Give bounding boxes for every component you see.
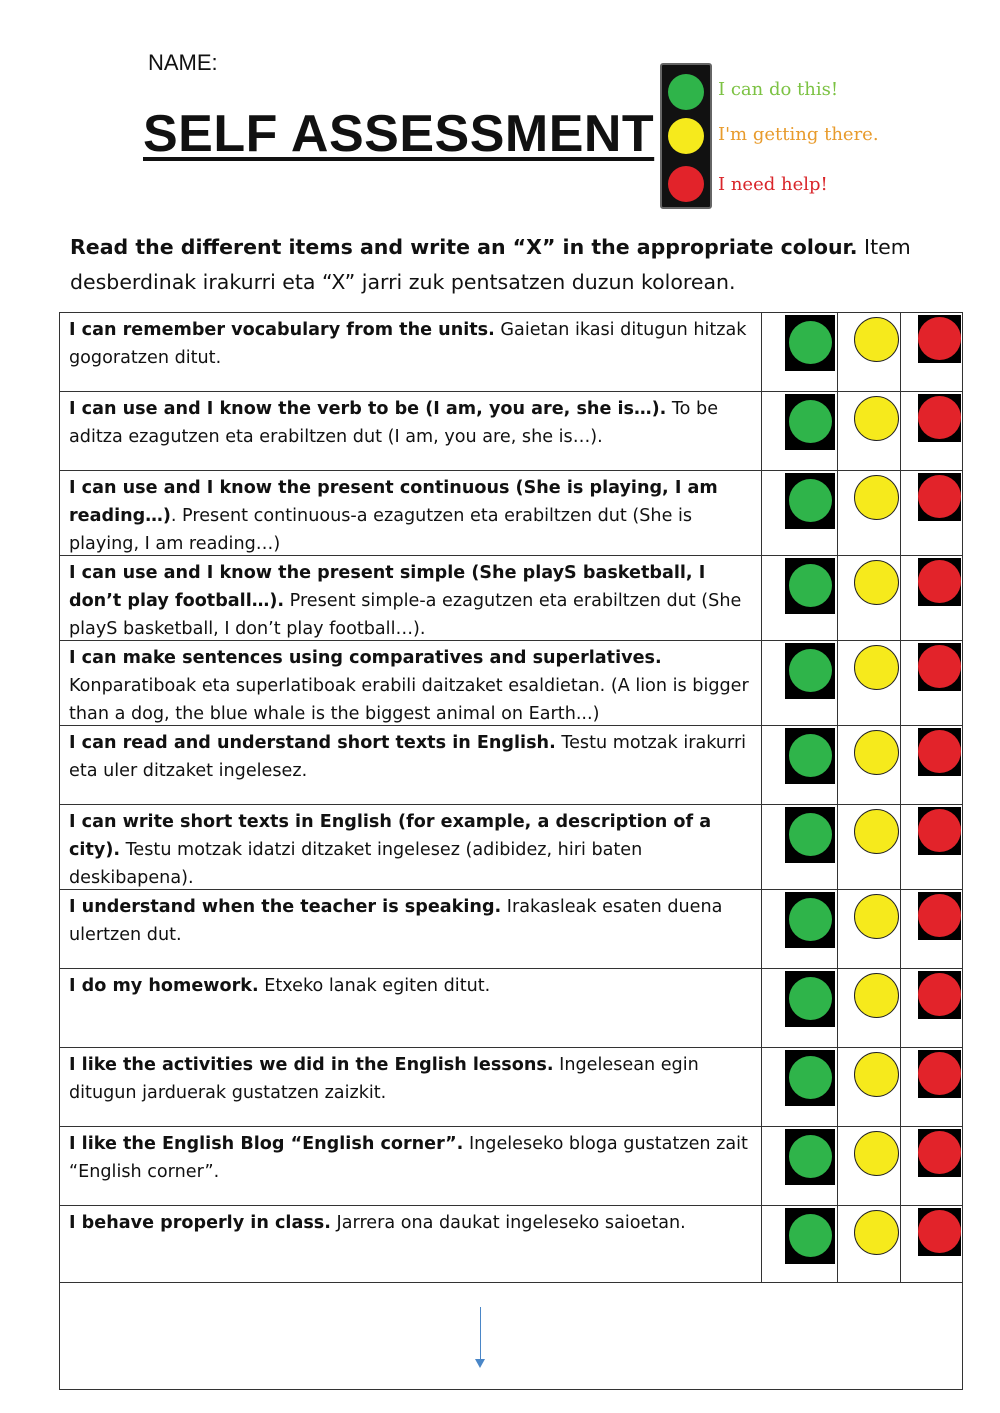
green-circle-icon <box>789 564 832 607</box>
red-circle-icon <box>918 475 961 518</box>
green-circle-icon <box>789 898 832 941</box>
green-circle-icon <box>789 1056 832 1099</box>
item-text-english: I understand when the teacher is speaking. <box>69 897 502 917</box>
legend-red: I need help! <box>718 174 828 195</box>
green-option[interactable] <box>785 807 835 863</box>
red-option[interactable] <box>918 558 961 606</box>
assessment-row <box>60 1048 962 1127</box>
assessment-row <box>60 313 962 392</box>
assessment-row <box>60 969 962 1048</box>
red-circle-icon <box>918 317 961 360</box>
arrow-down-icon <box>480 1307 481 1361</box>
green-option[interactable] <box>785 473 835 529</box>
item-text-english: I behave properly in class. <box>69 1213 331 1233</box>
red-circle-icon <box>918 645 961 688</box>
green-option[interactable] <box>785 1050 835 1106</box>
yellow-light-icon <box>668 118 704 154</box>
item-text-english: I can remember vocabulary from the units. <box>69 320 495 340</box>
yellow-option[interactable] <box>854 645 899 690</box>
yellow-option[interactable] <box>854 560 899 605</box>
assessment-row <box>60 1127 962 1206</box>
assessment-row <box>60 556 962 641</box>
red-option[interactable] <box>918 643 961 691</box>
name-label: NAME: <box>148 50 218 75</box>
green-option[interactable] <box>785 558 835 614</box>
red-circle-icon <box>918 809 961 852</box>
red-circle-icon <box>918 560 961 603</box>
red-option[interactable] <box>918 807 961 855</box>
yellow-option[interactable] <box>854 973 899 1018</box>
item-text <box>60 1127 762 1205</box>
legend-yellow: I'm getting there. <box>718 124 879 145</box>
traffic-light-icon <box>660 63 712 209</box>
item-text-basque: Testu motzak irakurri eta uler ditzaket ingelesez. <box>69 733 747 781</box>
red-option[interactable] <box>918 1129 961 1177</box>
green-option[interactable] <box>785 394 835 450</box>
red-light-icon <box>668 166 704 202</box>
red-circle-icon <box>918 894 961 937</box>
green-option[interactable] <box>785 728 835 784</box>
item-text-basque: Irakasleak esaten duena ulertzen dut. <box>69 897 723 945</box>
green-circle-icon <box>789 479 832 522</box>
green-circle-icon <box>789 1214 832 1257</box>
item-text-basque: Konparatiboak eta superlatiboak erabili daitzaket esaldietan. (A lion is bigger than a dog, the blue whale is the biggest animal on Earth...) <box>69 676 749 724</box>
item-text-english: I can use and I know the present simple (She playS basketball, I don’t play football…). <box>69 563 706 611</box>
item-text-english: I do my homework. <box>69 976 259 996</box>
item-text-basque: Testu motzak idatzi ditzaket ingelesez (adibidez, hiri baten deskibapena). <box>69 840 643 888</box>
item-text-english: I can write short texts in English (for example, a description of a city). <box>69 812 712 860</box>
red-option[interactable] <box>918 892 961 940</box>
item-text-english: I can read and understand short texts in English. <box>69 733 556 753</box>
item-text <box>60 471 762 555</box>
green-option[interactable] <box>785 971 835 1027</box>
instructions <box>70 230 950 300</box>
yellow-option[interactable] <box>854 809 899 854</box>
green-circle-icon <box>789 649 832 692</box>
yellow-option[interactable] <box>854 396 899 441</box>
green-circle-icon <box>789 400 832 443</box>
red-circle-icon <box>918 730 961 773</box>
item-text-english: I can make sentences using comparatives and superlatives. <box>69 648 662 668</box>
red-option[interactable] <box>918 1050 961 1098</box>
green-light-icon <box>668 74 704 110</box>
red-option[interactable] <box>918 315 961 363</box>
assessment-row <box>60 726 962 805</box>
yellow-option[interactable] <box>854 475 899 520</box>
assessment-row <box>60 392 962 471</box>
item-text <box>60 641 762 725</box>
green-option[interactable] <box>785 315 835 371</box>
red-circle-icon <box>918 1131 961 1174</box>
item-text <box>60 969 762 1047</box>
yellow-option[interactable] <box>854 1131 899 1176</box>
red-option[interactable] <box>918 1208 961 1256</box>
yellow-option[interactable] <box>854 730 899 775</box>
green-circle-icon <box>789 1135 832 1178</box>
yellow-option[interactable] <box>854 1052 899 1097</box>
item-text-basque: Ingelesean egin ditugun jarduerak gustatzen zaizkit. <box>69 1055 699 1103</box>
green-option[interactable] <box>785 643 835 699</box>
red-option[interactable] <box>918 473 961 521</box>
yellow-option[interactable] <box>854 317 899 362</box>
item-text-english: I can use and I know the present continuous (She is playing, I am reading…) <box>69 478 718 526</box>
item-text-english: I like the activities we did in the English lessons. <box>69 1055 554 1075</box>
green-option[interactable] <box>785 1129 835 1185</box>
arrow-head-icon <box>475 1359 485 1368</box>
red-circle-icon <box>918 396 961 439</box>
item-text-basque: Ingeleseko bloga gustatzen zait “English corner”. <box>69 1134 748 1182</box>
item-text <box>60 313 762 391</box>
item-text-english: I like the English Blog “English corner”. <box>69 1134 464 1154</box>
answer-area[interactable] <box>60 1283 962 1389</box>
item-text <box>60 805 762 889</box>
green-option[interactable] <box>785 1208 835 1264</box>
red-circle-icon <box>918 1210 961 1253</box>
item-text <box>60 1206 762 1282</box>
red-circle-icon <box>918 1052 961 1095</box>
legend-green: I can do this! <box>718 79 839 100</box>
item-text-basque: Present simple-a ezagutzen eta erabiltzen dut (She playS basketball, I don’t play football…). <box>69 591 742 639</box>
instructions-bold: Read the different items and write an “X” in the appropriate colour. <box>70 235 858 259</box>
green-option[interactable] <box>785 892 835 948</box>
yellow-option[interactable] <box>854 1210 899 1255</box>
green-circle-icon <box>789 813 832 856</box>
green-circle-icon <box>789 321 832 364</box>
item-text <box>60 392 762 470</box>
item-text-basque: To be aditza ezagutzen eta erabiltzen dut (I am, you are, she is…). <box>69 399 719 447</box>
assessment-row <box>60 1206 962 1283</box>
red-option[interactable] <box>918 971 961 1019</box>
item-text <box>60 556 762 640</box>
instructions-normal: Item desberdinak irakurri eta “X” jarri zuk pentsatzen duzun kolorean. <box>70 235 911 294</box>
assessment-row <box>60 890 962 969</box>
red-option[interactable] <box>918 394 961 442</box>
assessment-row <box>60 471 962 556</box>
yellow-option[interactable] <box>854 894 899 939</box>
item-text-basque: . Present continuous-a ezagutzen eta erabiltzen dut (She is playing, I am reading…) <box>69 506 693 554</box>
assessment-table <box>59 312 963 1390</box>
assessment-row <box>60 805 962 890</box>
red-circle-icon <box>918 973 961 1016</box>
item-text-english: I can use and I know the verb to be (I am, you are, she is…). <box>69 399 667 419</box>
page-title: SELF ASSESSMENT <box>143 105 655 163</box>
item-text <box>60 890 762 968</box>
item-text-basque: Jarrera ona daukat ingeleseko saioetan. <box>330 1213 686 1233</box>
assessment-row <box>60 641 962 726</box>
item-text <box>60 726 762 804</box>
red-option[interactable] <box>918 728 961 776</box>
item-text-basque: Gaietan ikasi ditugun hitzak gogoratzen ditut. <box>69 320 747 368</box>
item-text-basque: Etxeko lanak egiten ditut. <box>258 976 491 996</box>
green-circle-icon <box>789 734 832 777</box>
item-text <box>60 1048 762 1126</box>
green-circle-icon <box>789 977 832 1020</box>
